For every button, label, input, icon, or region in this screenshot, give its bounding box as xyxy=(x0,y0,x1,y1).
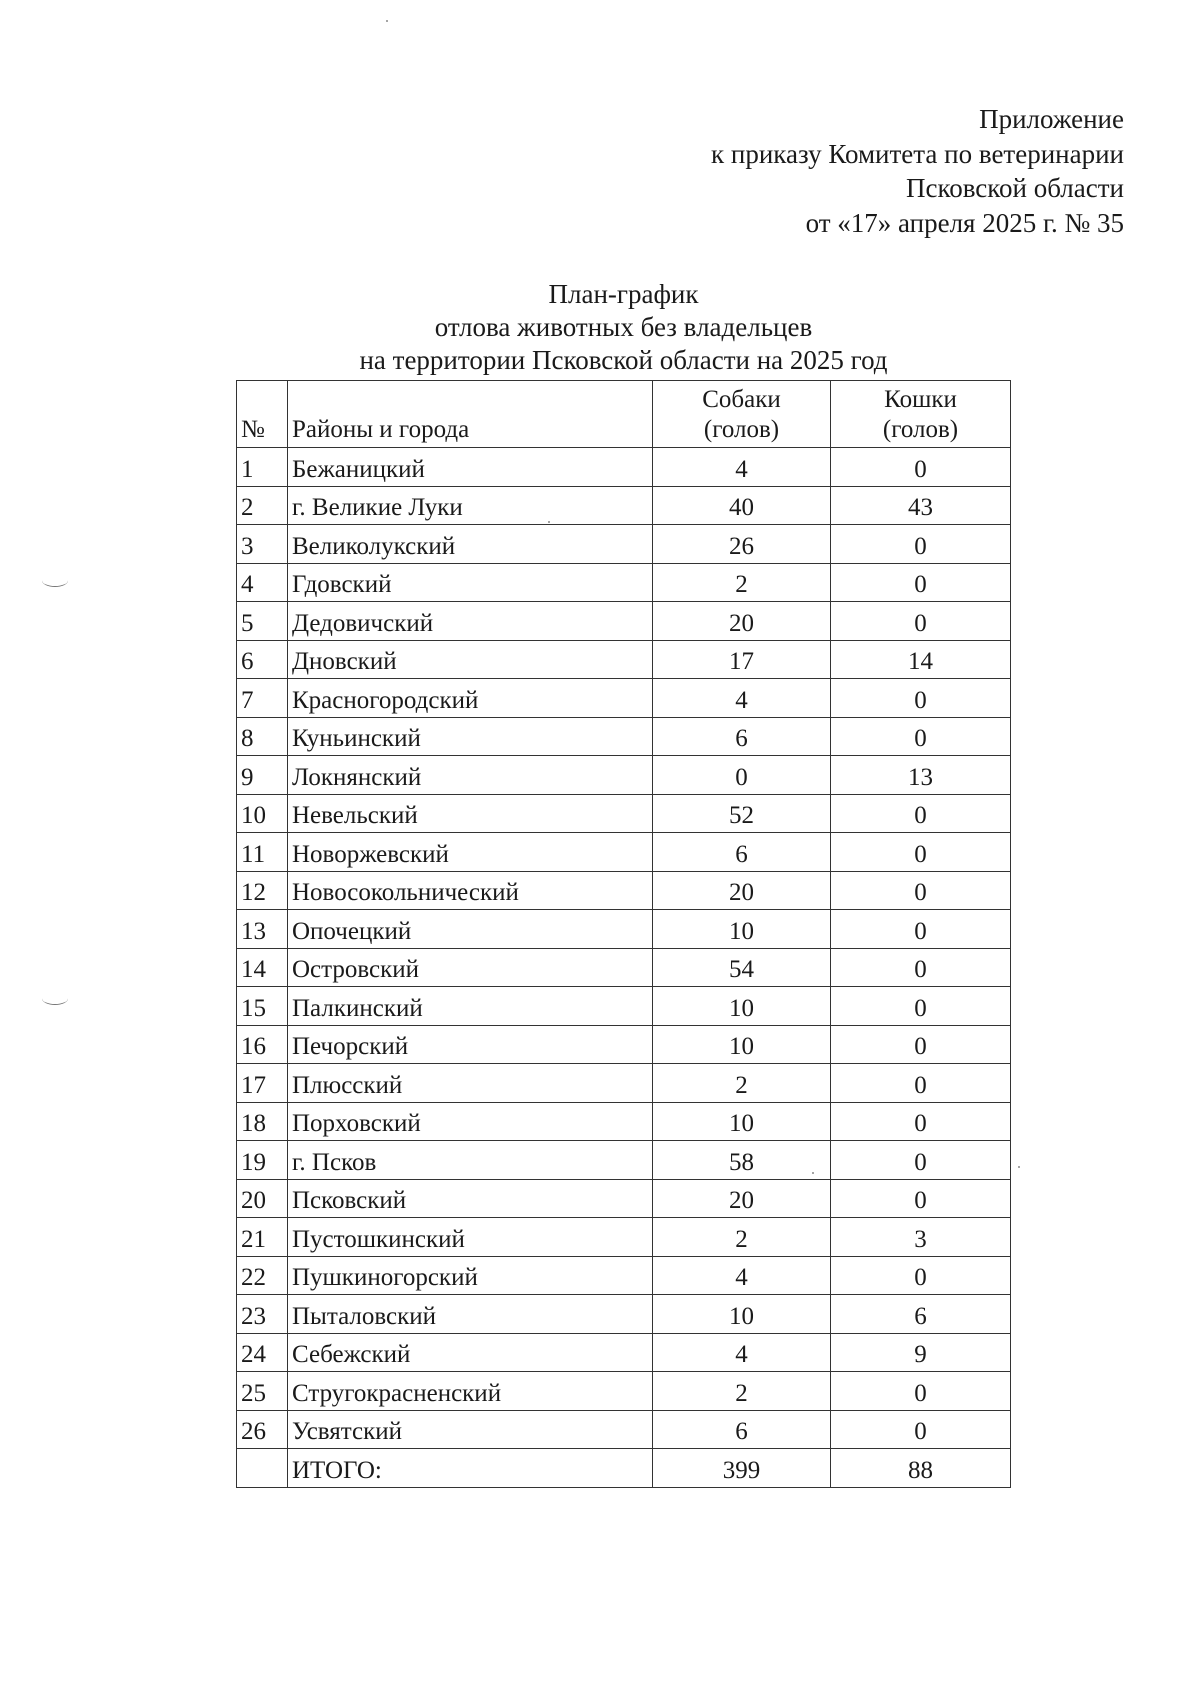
row-dogs-count: 2 xyxy=(653,1064,831,1103)
scan-speck xyxy=(1018,1166,1020,1168)
table-row xyxy=(237,1179,1011,1218)
row-cats-count: 0 xyxy=(831,525,1011,564)
table-row xyxy=(237,1025,1011,1064)
row-cats-count: 0 xyxy=(831,563,1011,602)
row-cats-count: 0 xyxy=(831,448,1011,487)
row-number: 17 xyxy=(237,1064,288,1103)
header-district: Районы и города xyxy=(288,381,653,448)
table-row xyxy=(237,1064,1011,1103)
row-number: 15 xyxy=(237,987,288,1026)
row-district: г. Великие Луки xyxy=(288,486,653,525)
table-header-row xyxy=(237,381,1011,448)
row-district: Палкинский xyxy=(288,987,653,1026)
header-cats-label: Кошки xyxy=(884,386,957,413)
row-dogs-count: 6 xyxy=(653,833,831,872)
table-row xyxy=(237,948,1011,987)
row-dogs-count: 4 xyxy=(653,1256,831,1295)
row-dogs-count: 26 xyxy=(653,525,831,564)
row-cats-count: 0 xyxy=(831,987,1011,1026)
header-cats-unit: (голов) xyxy=(882,416,959,443)
row-cats-count: 0 xyxy=(831,679,1011,718)
row-number: 22 xyxy=(237,1256,288,1295)
annex-block xyxy=(711,102,1124,240)
row-district: Печорский xyxy=(288,1025,653,1064)
scan-hole-mark xyxy=(42,992,68,1005)
table-row xyxy=(237,794,1011,833)
row-number: 10 xyxy=(237,794,288,833)
row-dogs-count: 4 xyxy=(653,679,831,718)
row-number: 9 xyxy=(237,756,288,795)
row-cats-count: 0 xyxy=(831,1179,1011,1218)
annex-title: Приложение xyxy=(979,104,1124,134)
table-row xyxy=(237,640,1011,679)
annex-date-line: от «17» апреля 2025 г. № 35 xyxy=(805,207,1124,238)
row-district: г. Псков xyxy=(288,1141,653,1180)
row-number: 26 xyxy=(237,1410,288,1449)
annex-order-line: к приказу Комитета по ветеринарии xyxy=(711,138,1124,169)
table-row xyxy=(237,1256,1011,1295)
row-dogs-count: 10 xyxy=(653,910,831,949)
header-num: № xyxy=(237,381,288,448)
row-district: Усвятский xyxy=(288,1410,653,1449)
row-dogs-count: 40 xyxy=(653,486,831,525)
scan-speck xyxy=(812,1172,814,1174)
row-dogs-count: 54 xyxy=(653,948,831,987)
row-number: 13 xyxy=(237,910,288,949)
total-cats: 88 xyxy=(831,1449,1011,1488)
table-row xyxy=(237,717,1011,756)
table-row xyxy=(237,563,1011,602)
row-cats-count: 0 xyxy=(831,602,1011,641)
row-district: Дновский xyxy=(288,640,653,679)
total-label: ИТОГО: xyxy=(288,1449,653,1488)
row-dogs-count: 20 xyxy=(653,1179,831,1218)
title-line-1: План-график xyxy=(548,279,699,309)
table-row xyxy=(237,679,1011,718)
row-dogs-count: 52 xyxy=(653,794,831,833)
table-row xyxy=(237,1372,1011,1411)
row-district: Плюсский xyxy=(288,1064,653,1103)
total-num-cell xyxy=(237,1449,288,1488)
table-row xyxy=(237,987,1011,1026)
row-number: 25 xyxy=(237,1372,288,1411)
row-dogs-count: 2 xyxy=(653,1218,831,1257)
row-cats-count: 0 xyxy=(831,1141,1011,1180)
title-line-3: на территории Псковской области на 2025 год xyxy=(359,345,888,375)
row-dogs-count: 10 xyxy=(653,1295,831,1334)
row-number: 11 xyxy=(237,833,288,872)
row-number: 19 xyxy=(237,1141,288,1180)
row-number: 8 xyxy=(237,717,288,756)
row-cats-count: 0 xyxy=(831,1102,1011,1141)
row-dogs-count: 20 xyxy=(653,871,831,910)
row-cats-count: 6 xyxy=(831,1295,1011,1334)
row-cats-count: 0 xyxy=(831,1025,1011,1064)
table-row xyxy=(237,1295,1011,1334)
total-dogs: 399 xyxy=(653,1449,831,1488)
row-number: 5 xyxy=(237,602,288,641)
row-number: 14 xyxy=(237,948,288,987)
row-cats-count: 0 xyxy=(831,833,1011,872)
row-number: 21 xyxy=(237,1218,288,1257)
table-row xyxy=(237,871,1011,910)
row-district: Псковский xyxy=(288,1179,653,1218)
row-district: Красногородский xyxy=(288,679,653,718)
total-row xyxy=(237,1449,1011,1488)
row-district: Стругокрасненский xyxy=(288,1372,653,1411)
row-dogs-count: 20 xyxy=(653,602,831,641)
row-dogs-count: 58 xyxy=(653,1141,831,1180)
row-number: 18 xyxy=(237,1102,288,1141)
row-district: Великолукский xyxy=(288,525,653,564)
row-district: Новоржевский xyxy=(288,833,653,872)
row-cats-count: 13 xyxy=(831,756,1011,795)
row-dogs-count: 4 xyxy=(653,448,831,487)
row-cats-count: 0 xyxy=(831,910,1011,949)
row-number: 7 xyxy=(237,679,288,718)
row-district: Пустошкинский xyxy=(288,1218,653,1257)
scan-speck xyxy=(386,20,388,22)
row-number: 1 xyxy=(237,448,288,487)
title-line-2: отлова животных без владельцев xyxy=(434,312,813,342)
row-dogs-count: 10 xyxy=(653,1025,831,1064)
row-district: Куньинский xyxy=(288,717,653,756)
table-row xyxy=(237,486,1011,525)
row-number: 16 xyxy=(237,1025,288,1064)
row-district: Пыталовский xyxy=(288,1295,653,1334)
plan-table xyxy=(236,380,1011,1488)
table-row xyxy=(237,833,1011,872)
row-number: 24 xyxy=(237,1333,288,1372)
row-cats-count: 0 xyxy=(831,948,1011,987)
row-district: Себежский xyxy=(288,1333,653,1372)
row-dogs-count: 0 xyxy=(653,756,831,795)
row-number: 2 xyxy=(237,486,288,525)
scan-hole-mark xyxy=(42,574,68,587)
row-cats-count: 0 xyxy=(831,1372,1011,1411)
row-cats-count: 0 xyxy=(831,794,1011,833)
row-district: Дедовичский xyxy=(288,602,653,641)
row-cats-count: 43 xyxy=(831,486,1011,525)
table-row xyxy=(237,448,1011,487)
row-dogs-count: 10 xyxy=(653,987,831,1026)
table-body xyxy=(237,448,1011,1449)
table-row xyxy=(237,602,1011,641)
table-row xyxy=(237,525,1011,564)
row-district: Локнянский xyxy=(288,756,653,795)
row-dogs-count: 2 xyxy=(653,1372,831,1411)
row-dogs-count: 10 xyxy=(653,1102,831,1141)
table-row xyxy=(237,1141,1011,1180)
row-cats-count: 0 xyxy=(831,1410,1011,1449)
table-row xyxy=(237,1102,1011,1141)
row-number: 4 xyxy=(237,563,288,602)
annex-region-line: Псковской области xyxy=(905,173,1124,203)
row-dogs-count: 17 xyxy=(653,640,831,679)
row-cats-count: 9 xyxy=(831,1333,1011,1372)
row-cats-count: 0 xyxy=(831,1064,1011,1103)
table-row xyxy=(237,910,1011,949)
table-row xyxy=(237,1218,1011,1257)
row-district: Новосокольнический xyxy=(288,871,653,910)
header-dogs xyxy=(653,381,831,448)
row-district: Гдовский xyxy=(288,563,653,602)
row-district: Островский xyxy=(288,948,653,987)
row-district: Порховский xyxy=(288,1102,653,1141)
row-number: 3 xyxy=(237,525,288,564)
row-cats-count: 14 xyxy=(831,640,1011,679)
scan-speck xyxy=(548,521,550,523)
document-title xyxy=(237,278,1010,377)
table-row xyxy=(237,1410,1011,1449)
row-number: 6 xyxy=(237,640,288,679)
header-dogs-unit: (голов) xyxy=(703,416,780,443)
row-cats-count: 0 xyxy=(831,871,1011,910)
header-dogs-label: Собаки xyxy=(702,386,781,413)
row-number: 12 xyxy=(237,871,288,910)
row-cats-count: 0 xyxy=(831,1256,1011,1295)
row-number: 20 xyxy=(237,1179,288,1218)
row-district: Пушкиногорский xyxy=(288,1256,653,1295)
table-row xyxy=(237,756,1011,795)
row-dogs-count: 6 xyxy=(653,1410,831,1449)
row-district: Невельский xyxy=(288,794,653,833)
row-cats-count: 3 xyxy=(831,1218,1011,1257)
table-row xyxy=(237,1333,1011,1372)
row-dogs-count: 4 xyxy=(653,1333,831,1372)
row-cats-count: 0 xyxy=(831,717,1011,756)
row-district: Опочецкий xyxy=(288,910,653,949)
row-number: 23 xyxy=(237,1295,288,1334)
header-cats xyxy=(831,381,1011,448)
row-dogs-count: 6 xyxy=(653,717,831,756)
row-dogs-count: 2 xyxy=(653,563,831,602)
row-district: Бежаницкий xyxy=(288,448,653,487)
